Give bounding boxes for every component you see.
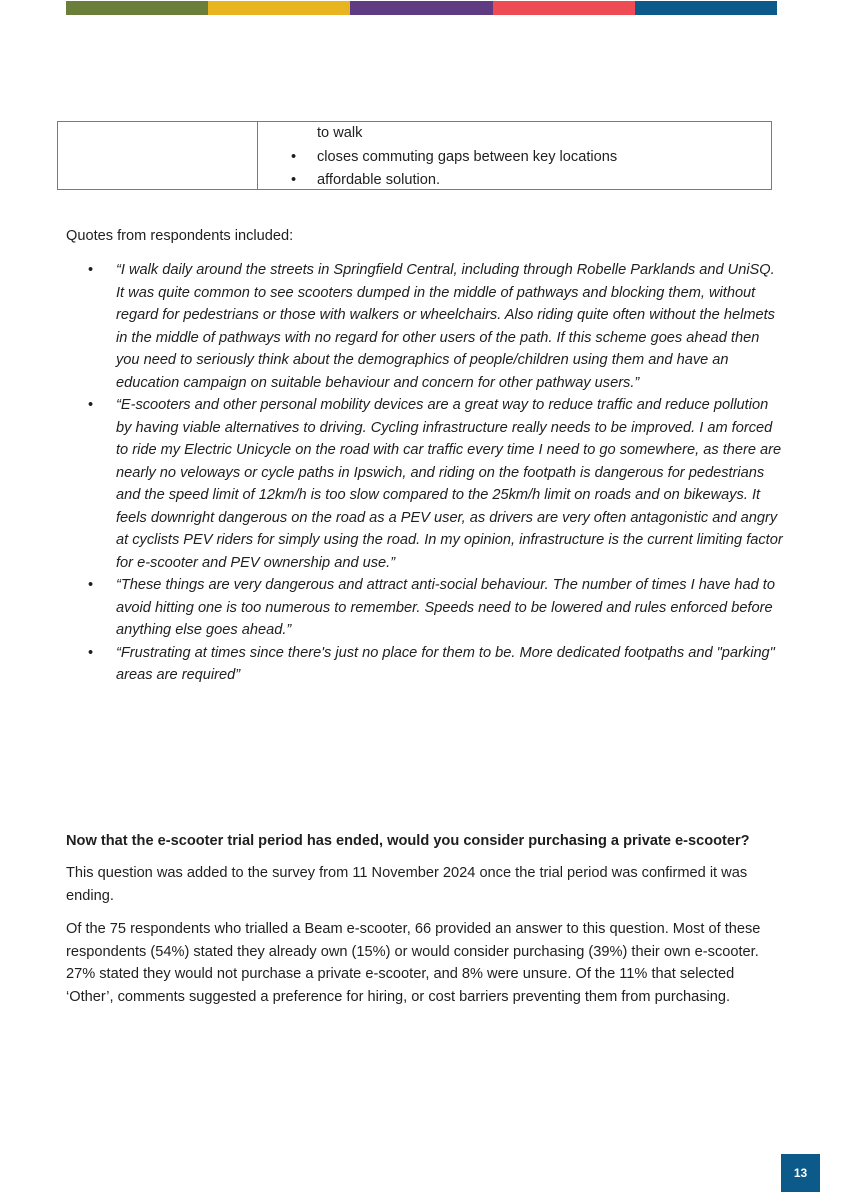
quote-item	[66, 574, 786, 642]
bullet-marker: •	[291, 148, 297, 165]
quotes-list	[66, 259, 786, 687]
body-paragraph: This question was added to the survey from 11 November 2024 once the trial period was confirmed it was ending.	[66, 865, 748, 904]
body-paragraph: Of the 75 respondents who trialled a Beam e-scooter, 66 provided an answer to this question. Most of these respondents (54%) stated they already own (15%) or would consider purchasing (39%) their own e-scooter. 27% stated they would not purchase a private e-scooter, and 8% were unsure. Of the 11% that selected ‘Other’, comments suggested a preference for hiring, or cost barriers preventing them from purchasing.	[66, 921, 761, 1005]
list-item	[258, 122, 771, 146]
header-color-bar	[66, 1, 777, 15]
table-cell-list	[258, 122, 771, 189]
table-cell-empty	[58, 122, 258, 189]
quotes-intro: Quotes from respondents included:	[66, 228, 294, 244]
question-heading: Now that the e-scooter trial period has ended, would you consider purchasing a private e-scooter?	[66, 833, 750, 849]
bullet-marker: •	[88, 644, 94, 661]
color-bar-segment	[635, 1, 777, 15]
quote-item	[66, 642, 786, 687]
bullet-marker: •	[88, 397, 94, 413]
page-number: 13	[793, 1166, 808, 1180]
table-fragment	[57, 121, 772, 190]
table-bullet-list	[258, 122, 771, 193]
list-item	[258, 146, 771, 170]
list-item	[258, 169, 771, 193]
quote-text: “I walk daily around the streets in Springfield Central, including through Robelle Parklands and UniSQ. It was quite common to see scooters dumped in the middle of pathways and blocking them, without regard for pedestrians or those with walkers or wheelchairs. Also riding quite often without the helmets in the middle of pathways with no regard for other users of the path. If this scheme goes ahead then you need to seriously think about the demographics of people/children using them and have an education campaign on suitable behaviour and concern for other pathway users.”	[116, 262, 775, 391]
quote-item	[66, 259, 786, 394]
bullet-marker: •	[88, 577, 94, 593]
quote-text: “These things are very dangerous and attract anti-social behaviour. The number of times I have had to avoid hitting one is too numerous to remember. Speeds need to be lowered and rules enforced before anything else goes ahead.”	[116, 577, 775, 638]
bullet-marker: •	[291, 172, 297, 188]
color-bar-segment	[66, 1, 208, 15]
list-item-text: affordable solution.	[317, 172, 441, 188]
list-item-text: to walk	[317, 125, 363, 141]
color-bar-segment	[350, 1, 492, 15]
quote-item	[66, 394, 786, 574]
list-item-text: closes commuting gaps between key locations	[317, 148, 618, 165]
quote-text: “E-scooters and other personal mobility devices are a great way to reduce traffic and reduce pollution by having viable alternatives to driving. Cycling infrastructure really needs to be improved. I am forced to ride my Electric Unicycle on the road with car traffic every time I need to go somewhere, as there are nearly no veloways or cycle paths in Ipswich, and riding on the footpath is dangerous for pedestrians and the speed limit of 12km/h is too slow compared to the 25km/h limit on roads and on bikeways. It feels downright dangerous on the road as a PEV user, as drivers are very often antagonistic and angry at cyclists PEV riders for simply using the road. In my opinion, infrastructure is the current limiting factor for e-scooter and PEV ownership and use.”	[116, 397, 783, 571]
bullet-marker: •	[88, 262, 94, 278]
color-bar-segment	[493, 1, 635, 15]
page-number-badge	[781, 1154, 820, 1192]
quote-text: “Frustrating at times since there's just no place for them to be. More dedicated footpaths and "parking" areas are required”	[116, 644, 775, 683]
color-bar-segment	[208, 1, 350, 15]
